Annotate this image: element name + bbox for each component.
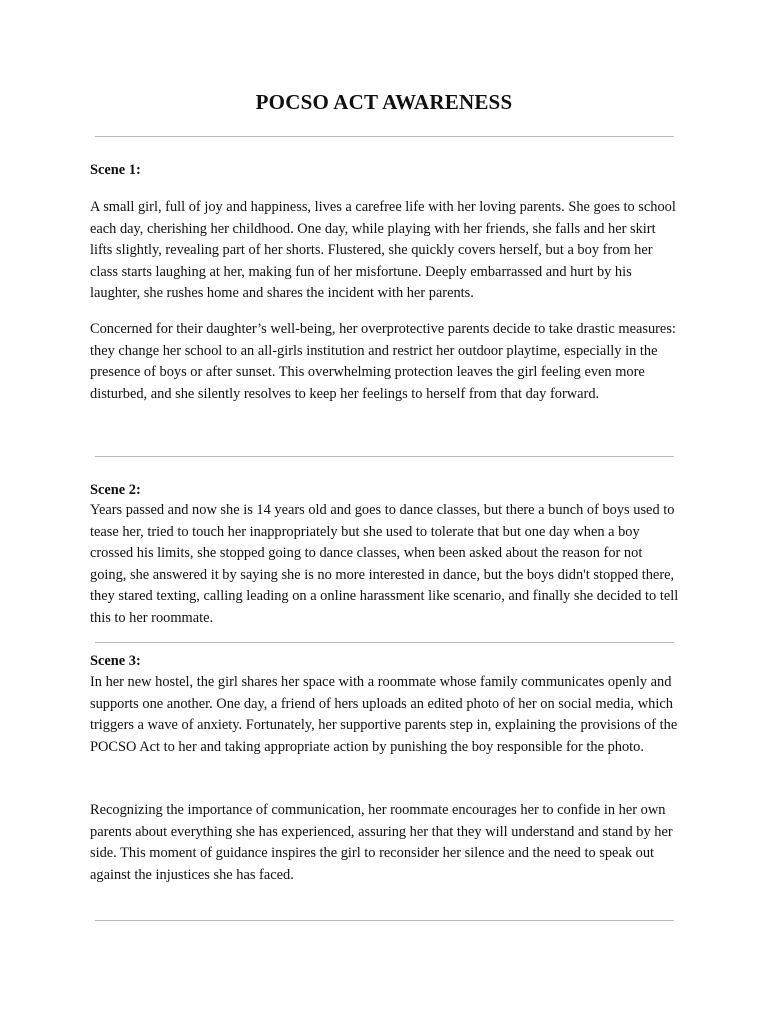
scene-1-paragraph-2: Concerned for their daughter’s well-being, her overprotective parents decide to take drastic measures: they change her school to an all-girls institution and restrict her outdoor playtime, especially in the presence of boys or after sunset. This overwhelming protection leaves the girl feeling even more disturbed, and she silently resolves to keep her feelings to herself from that day forward. — [90, 321, 676, 402]
scene-2-paragraph-1: Years passed and now she is 14 years old and goes to dance classes, but there a bunch of boys used to tease her, tried to touch her inappropriately but she used to tolerate that but one day when a boy crossed his limits, she stopped going to dance classes, when been asked about the reason for not going, she answered it by saying she is no more interested in dance, but the boys didn't stopped there, they stared texting, calling leading on a online harassment like scenario, and finally she decided to tell this to her roommate. — [90, 502, 679, 626]
divider — [95, 920, 674, 921]
scene-3-paragraph-2: Recognizing the importance of communication, her roommate encourages her to confide in her own parents about everything she has experienced, assuring her that they will understand and stand by her side. This moment of guidance inspires the girl to reconsider her silence and the need to speak out against the injustices she has faced. — [90, 802, 673, 883]
page-title: POCSO ACT AWARENESS — [255, 90, 513, 114]
scene-2-heading: Scene 2: — [90, 482, 141, 498]
scene-1-heading: Scene 1: — [90, 162, 141, 178]
divider — [95, 642, 674, 643]
scene-3-heading: Scene 3: — [90, 653, 141, 669]
scene-1-paragraph-1: A small girl, full of joy and happiness, lives a carefree life with her loving parents. She goes to school each day, cherishing her childhood. One day, while playing with her friends, she falls and her skirt lifts slightly, revealing part of her shorts. Flustered, she quickly covers herself, but a boy from her class starts laughing at her, making fun of her misfortune. Deeply embarrassed and hurt by his laughter, she rushes home and shares the incident with her parents. — [90, 199, 676, 302]
divider — [95, 456, 674, 457]
scene-3-paragraph-1: In her new hostel, the girl shares her space with a roommate whose family communicates openly and supports one another. One day, a friend of hers uploads an edited photo of her on social media, which triggers a wave of anxiety. Fortunately, her supportive parents step in, explaining the provisions of the POCSO Act to her and taking appropriate action by punishing the boy responsible for the photo. — [90, 674, 678, 755]
divider — [95, 136, 674, 137]
